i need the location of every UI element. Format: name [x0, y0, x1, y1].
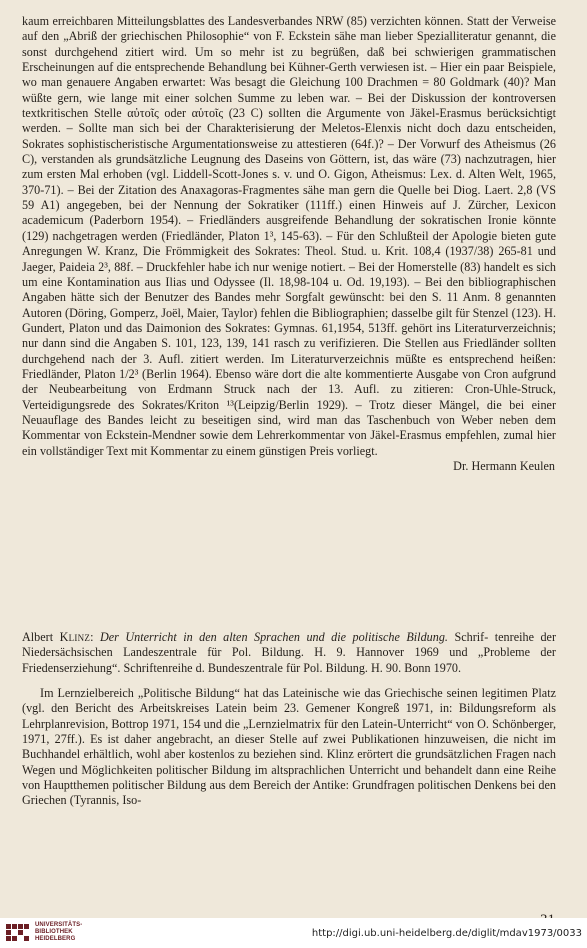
review-keulen-line: Angaben S. 101, 123, 139, 141 rasch zu verifizieren. Die Stellen aus Friedländer sollten — [113, 336, 556, 351]
citation-continuation: Schrif- — [448, 630, 489, 644]
review-keulen-line: (Paderborn 1954). – Friedländers ausgreifende Behandlung der sokratischen Ironie — [89, 213, 517, 228]
review-keulen-line: nach der 13. Aufl. zu zitieren: Cron-Uhle-Struck, Verteidigungsrede des Sokrates/Kriton — [22, 382, 556, 412]
review-keulen-line: mentes sähe man gern die Quelle bei Diog. Laert. 2,8 (VS 59 A1) angegeben, bei der — [22, 182, 556, 213]
review-keulen-line: Nennung der Sokratiker (111ff.) einen Hinweis auf J. Zürcher, Lexicon academicum — [22, 198, 556, 228]
review-keulen-line: Charakterisierung der Meletos-Elenxis nicht doch dazu entscheiden, Sokrates sophistisch — [22, 121, 557, 151]
review-keulen-line: sprechende Behandlung bei Kühner-Gerth verwiesen ist. – Hier ein paar Beispiele, wo — [22, 60, 556, 90]
review-keulen-line: kommentierte Ausgabe von Cron aufgrund der Neubearbeitung von Erdmann Struck — [22, 366, 556, 397]
review-keulen-line: könnte (129) nachgetragen werden (Friedländer, Platon 1³, 145-63). – Für den Schluß — [22, 213, 556, 243]
library-name-line-3: HEIDELBERG — [35, 936, 76, 942]
book-citation — [22, 630, 556, 676]
author-last-name: Klinz — [59, 630, 91, 644]
title-separator: : — [90, 630, 100, 644]
review-klinz-line: Bereich der Antike: Grundfragen politischen Denkens bei den Griechen (Tyrannis, Iso- — [22, 778, 556, 808]
reviewer-signature: Dr. Hermann Keulen — [453, 458, 555, 473]
review-keulen-line: Theol. Stud. u. Krit. 108,4 (1937/38) 265-81 und Jaeger, Paideia 2³, 88f. – Druckfehler — [22, 244, 556, 274]
library-name — [35, 922, 82, 943]
review-keulen-line: man genauere Angaben erwartet: Was besagt die Gleichung 100 Drachmen = 80 Gold — [41, 75, 475, 90]
review-keulen-line: kaum erreichbaren Mitteilungsblattes des Landesverbandes NRW (85) verzichten kön — [22, 14, 443, 28]
review-keulen-line: sprechend heißen: Friedländer, Platon 1/2³ (Berlin 1964). Ebenso wäre dort die alte — [22, 351, 556, 381]
review-keulen-line: durchgehend nach der 3. Aufl. zitiert werden. Im Literaturverzeichnis müßte es ent — [22, 351, 465, 366]
review-klinz-line: angebracht, an dieser Stelle auf zwei Publikationen hinzuweisen, die nicht im Buch — [22, 732, 557, 762]
university-library-logo-icon — [5, 923, 31, 945]
review-keulen-line: Angaben hätte sich der Benutzer des Bandes mehr Sorgfalt gewünscht: bei den S. 11 — [22, 290, 459, 305]
review-klinz-line: nen legitimen Platz (vgl. den Bericht des Arbeitskreises Latein beim 23. Gemener Kon — [22, 686, 556, 716]
section-divider — [22, 616, 556, 617]
review-klinz-body — [22, 686, 556, 809]
review-keulen-line: eristische Argumentationsweise zu attestieren (64f.)? – Der Vorwurf des Atheismus (26 C), — [22, 136, 556, 167]
library-name-line-2: BIBLIOTHEK — [35, 929, 73, 935]
book-citation-line: und „Probleme der Friedenserziehung“. Schriftenreihe d. Bundeszentrale für Pol. Bil — [22, 645, 556, 675]
library-name-line-1: UNIVERSITÄTS- — [35, 922, 83, 928]
review-klinz-line: lichen Fragen nach Wegen und Möglichkeiten politischer Bildung im altsprachlichen — [22, 747, 556, 777]
review-keulen-line: ¹³(Leipzig/Berlin 1929). – Trotz dieser Mängel, die bei einer Neuauflage des Bandes — [22, 397, 557, 427]
review-klinz-line: Unterricht und behandelt dann eine Reihe von Hauptthemen politischer Bildung aus dem — [22, 762, 556, 793]
review-klinz-line: handel erhältlich, wohl aber kostenlos zu beziehen sind. Klinz erörtert die grundsätz — [47, 747, 463, 762]
source-url[interactable]: http://digi.ub.uni-heidelberg.de/diglit/mdav1973/0033 — [311, 928, 582, 939]
digitization-footer — [0, 918, 587, 948]
review-keulen-line: leicht zu beseitigen sind, wird man das Taschenbuch von Weber neben dem Kommentar — [22, 412, 556, 443]
review-keulen-line: graphien; dasselbe gilt für Stenzel (123). H. Gundert, Platon und das Daimonion des — [22, 305, 556, 335]
author-first-name: Albert — [22, 630, 54, 644]
review-keulen-line: von Eckstein-Mendner sowie dem Lehrerkommentar von Jäkel-Erasmus empfehlen, zu — [83, 428, 515, 443]
review-klinz-line: zielmatrix für den Latein-Unterricht“ von O. Schönberger, 1971, 27ff.). Es ist daher — [22, 716, 557, 747]
book-citation-line: tenreihe der Niedersächsischen Landeszentrale für Pol. Bildung. H. 9. Hannover 1969 — [22, 630, 557, 660]
review-keulen-line: teil der Apologie bieten gute Anregungen W. Kranz, Die Frömmigkeit des Sokrates: — [22, 228, 557, 259]
review-klinz-line: Im Lernzielbereich „Politische Bildung“ hat das Lateinische wie das Griechische sei — [40, 686, 461, 701]
book-title: Der Unterricht in den alten Sprachen und die politische Bildung. — [99, 630, 448, 644]
review-keulen-line: habe ich nur wenige notiert. – Bei der Homerstelle (83) handelt es sich um eine Konta — [22, 259, 556, 289]
review-keulen-line: mark (40)? Man wüßte gern, wie lange mit einer solchen Summe zu leben war. – Bei — [22, 75, 556, 105]
review-keulen-line: nen. Statt der Verweise auf den „Abriß der griechischen Philosophie“ von F. Eckstein — [22, 14, 556, 44]
review-keulen-line: der Diskussion der kontroversen textkritischen Stelle αὐτοῖς oder αὑτοῖς (23 C) sollten — [22, 90, 556, 121]
review-keulen-line: die Argumente von Jäkel-Erasmus berücksichtigt werden. – Sollte man sich bei der — [22, 106, 557, 136]
paragraph-gap — [22, 676, 556, 686]
review-keulen-line: verstanden als grundsätzliche Leugnung des Daseins von Göttern, ist, das wäre (73) — [41, 152, 461, 167]
review-keulen-line: nachzutragen, hier zum ersten Mal erhoben (vgl. Liddell-Scott-Jones s. v. und O. Gigon, — [22, 152, 557, 182]
review-keulen-line: mination aus Ilias und Odyssee (Il. 18,98-104 u. Od. 19,193). – Bei den bibliographischen — [96, 274, 556, 289]
book-citation-line: dung. H. 90. Bonn 1970. — [340, 660, 462, 675]
review-klinz-line: greß 1971, in: Bildungsreform als Lehrplanrevision, Bottrop 1971, 154 und die „Lern — [22, 701, 557, 731]
review-keulen-line: sähe man lieber Spezialliteratur genannt, die sonst durchgehend zitiert wird. Um so — [22, 29, 556, 59]
review-keulen-line: mal hier ein vollständiger Text mit Kommentar zu einem günstigen Preis vorliegt. — [22, 428, 556, 458]
review-keulen-line: Anm. 8 genannten Autoren (Döring, Gomperz, Joël, Maier, Taylor) fehlen die Biblio — [22, 290, 556, 320]
review-keulen-body — [22, 14, 556, 459]
review-keulen — [22, 14, 556, 474]
review-keulen-line: Sokrates: Gymnas. 61,1954, 513ff. gehört ins Literaturverzeichnis; nur dann sind die — [22, 320, 557, 351]
review-klinz — [22, 630, 556, 809]
review-keulen-line: Atheismus: Lex. d. Alten Welt, 1965, 370-71). – Bei der Zitation des Anaxagoras-Frag — [22, 167, 556, 197]
review-keulen-line: mehr ist zu begrüßen, daß bei schwierigen grammatischen Erscheinungen auf die ent — [22, 44, 556, 75]
